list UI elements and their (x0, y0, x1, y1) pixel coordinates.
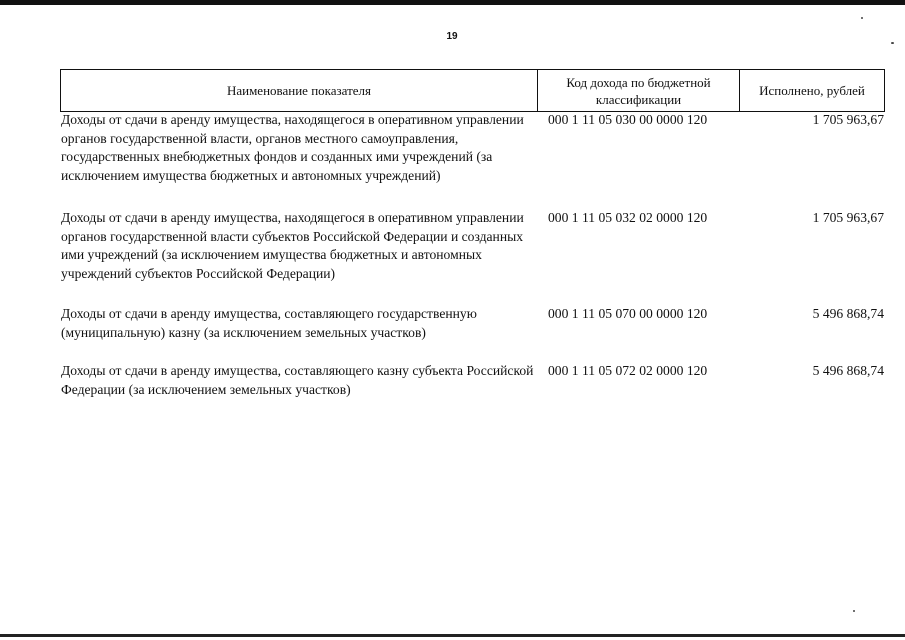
table-row (61, 209, 886, 305)
table-row (61, 111, 886, 209)
row-code: 000 1 11 05 072 02 0000 120 (548, 363, 708, 378)
scan-speck (861, 17, 863, 19)
page-number: 19 (446, 31, 458, 42)
row-amount: 1 705 963,67 (812, 210, 884, 225)
header-row (61, 70, 885, 112)
row-name: Доходы от сдачи в аренду имущества, находящегося в оперативном управлении органов государственной власти субъектов Российской Федерации и созданных ими учреждений (за исключением имущества бюджетных и автономных учреждений субъектов Российской Федерации) (61, 210, 524, 282)
scan-top-border (0, 0, 905, 5)
row-name: Доходы от сдачи в аренду имущества, составляющего казну субъекта Российской Федерации (за исключением земельных участков) (61, 363, 534, 397)
row-name: Доходы от сдачи в аренду имущества, находящегося в оперативном управлении органов государственной власти, органов местного самоуправления, государственных внебюджетных фондов и созданных ими учреждений (за исключением имущества бюджетных и автономных учреждений) (61, 112, 524, 184)
row-code: 000 1 11 05 070 00 0000 120 (548, 306, 708, 321)
row-amount: 5 496 868,74 (812, 363, 884, 378)
scan-speck (853, 610, 855, 612)
header-code: Код дохода по бюджетной классификации (538, 70, 740, 112)
header-name: Наименование показателя (61, 70, 538, 112)
row-code: 000 1 11 05 030 00 0000 120 (548, 112, 708, 127)
row-amount: 5 496 868,74 (812, 306, 884, 321)
scan-speck (891, 42, 894, 44)
row-name: Доходы от сдачи в аренду имущества, составляющего государственную (муниципальную) казну (за исключением земельных участков) (61, 306, 477, 340)
header-amount: Исполнено, рублей (740, 70, 885, 112)
row-amount: 1 705 963,67 (812, 112, 884, 127)
data-table (61, 111, 886, 399)
table-row (61, 362, 886, 399)
scan-bottom-border (0, 634, 905, 637)
table-row (61, 305, 886, 362)
table-header (60, 69, 885, 112)
row-code: 000 1 11 05 032 02 0000 120 (548, 210, 708, 225)
